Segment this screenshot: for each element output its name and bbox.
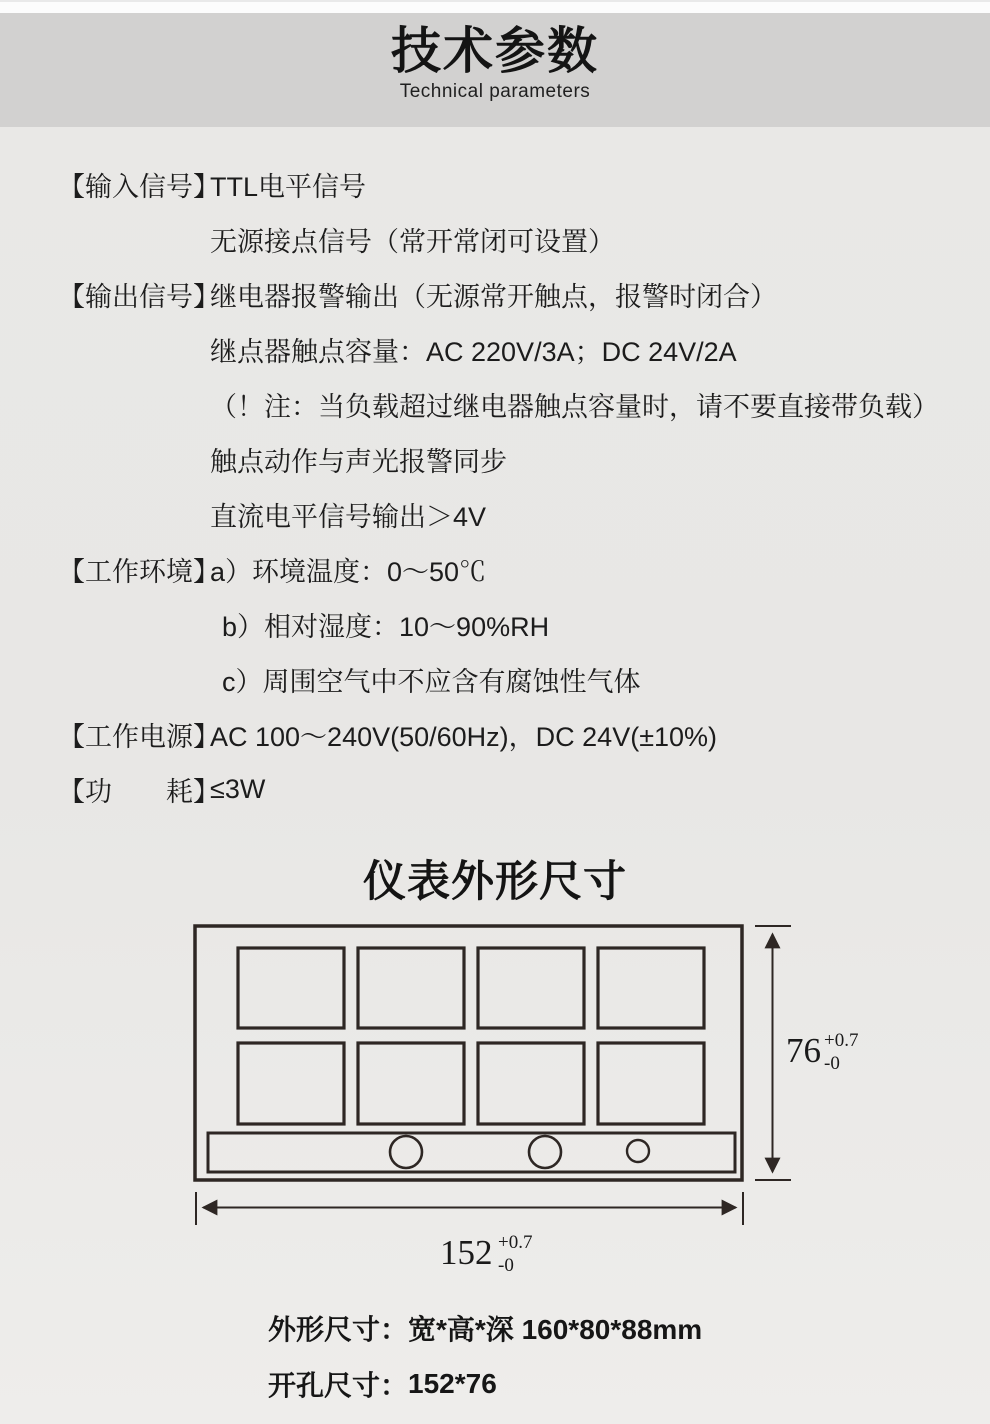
spec-text: 继点器触点容量：AC 220V/3A；DC 24V/2A [210, 337, 737, 367]
dimension-notes [268, 1300, 702, 1412]
panel-outline [195, 926, 742, 1180]
spec-row [58, 212, 960, 267]
spec-list [58, 157, 960, 817]
spec-label: 【工作电源】 [58, 722, 220, 752]
outline-size-value: 宽*高*深 160*80*88mm [408, 1314, 703, 1345]
spec-label: 【输入信号】 [58, 172, 220, 202]
spec-row [58, 322, 960, 377]
dimension-diagram [150, 912, 930, 1287]
page-title: 技术参数 [391, 23, 599, 79]
spec-label: 【工作环境】 [58, 557, 220, 587]
width-dim-tol-plus: +0.7 [498, 1232, 533, 1253]
display-window [478, 1043, 584, 1124]
spec-row [58, 157, 960, 212]
panel-outline-drawing [150, 912, 930, 1287]
spec-row [58, 652, 960, 707]
display-window [358, 948, 464, 1028]
spec-text: a）环境温度：0～50℃ [210, 557, 487, 587]
width-dim-value: 152 [440, 1233, 493, 1272]
page-subtitle: Technical parameters [399, 81, 591, 102]
cutout-size-value: 152*76 [408, 1368, 497, 1399]
top-strip [0, 0, 990, 13]
height-dim-tol-plus: +0.7 [824, 1030, 859, 1051]
spec-row [58, 267, 960, 322]
display-window [598, 1043, 704, 1124]
spec-text: b）相对湿度：10～90%RH [222, 612, 550, 642]
height-dim-tol-minus: -0 [824, 1053, 840, 1074]
spec-text: TTL电平信号 [210, 172, 367, 202]
spec-text: ≤3W [210, 774, 266, 804]
spec-row [58, 377, 960, 432]
indicator-circle [627, 1140, 649, 1162]
display-window [478, 948, 584, 1028]
indicator-circle [390, 1136, 422, 1168]
spec-label: 【输出信号】 [58, 282, 220, 312]
spec-row [58, 432, 960, 487]
display-window [238, 1043, 344, 1124]
spec-row [58, 597, 960, 652]
height-dim-value: 76 [786, 1031, 821, 1070]
spec-text: 继电器报警输出（无源常开触点，报警时闭合） [210, 282, 777, 312]
width-dim-line [196, 1192, 743, 1225]
outline-size-label: 外形尺寸： [268, 1314, 409, 1345]
cutout-size-line [268, 1356, 702, 1412]
spec-text: 触点动作与声光报警同步 [210, 447, 507, 477]
diagram-title: 仪表外形尺寸 [363, 858, 627, 906]
spec-text: 直流电平信号输出＞4V [210, 502, 487, 532]
display-window [598, 948, 704, 1028]
indicator-circle [529, 1136, 561, 1168]
outline-size-line [268, 1300, 702, 1356]
spec-text: 无源接点信号（常开常闭可设置） [210, 227, 615, 257]
spec-row [58, 487, 960, 542]
header-band [0, 13, 990, 127]
display-window [358, 1043, 464, 1124]
spec-row [58, 762, 960, 817]
spec-label: 【功 耗】 [58, 777, 220, 807]
spec-row [58, 542, 960, 597]
width-dim-tol-minus: -0 [498, 1255, 514, 1276]
spec-text: AC 100～240V(50/60Hz)，DC 24V(±10%) [210, 722, 718, 752]
spec-row [58, 707, 960, 762]
display-window [238, 948, 344, 1028]
spec-text: （！注：当负载超过继电器触点容量时，请不要直接带负载） [210, 392, 939, 422]
button-bar [208, 1133, 735, 1172]
spec-text: c）周围空气中不应含有腐蚀性气体 [222, 667, 641, 697]
cutout-size-label: 开孔尺寸： [268, 1370, 409, 1401]
